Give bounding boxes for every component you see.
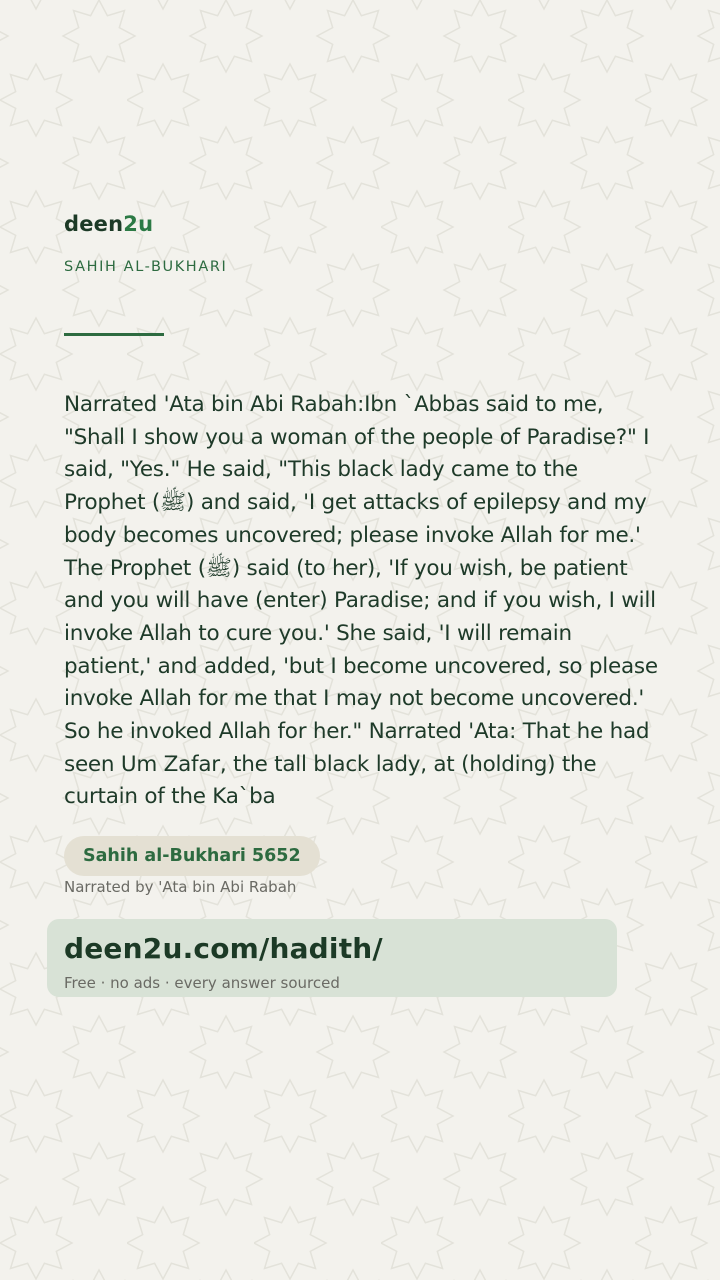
- website-url-link[interactable]: deen2u.com/hadith/: [64, 932, 383, 965]
- narrator-caption: Narrated by 'Ata bin Abi Rabah: [64, 878, 297, 896]
- brand-name-accent: 2u: [123, 212, 154, 236]
- brand-logo: [64, 212, 153, 236]
- hadith-text: Narrated 'Ata bin Abi Rabah:Ibn `Abbas said to me, "Shall I show you a woman of the people of Paradise?" I said, "Yes." He said, "This black lady came to the Prophet (ﷺ) and said, 'I get attacks of epilepsy and my body becomes uncovered; please invoke Allah for me.' The Prophet (ﷺ) said (to her), 'If you wish, be patient and you will have (enter) Paradise; and if you wish, I will invoke Allah to cure you.' She said, 'I will remain patient,' and added, 'but I become uncovered, so please invoke Allah for me that I may not become uncovered.' So he invoked Allah for her." Narrated 'Ata: That he had seen Um Zafar, the tall black lady, at (holding) the curtain of the Ka`ba: [64, 392, 658, 810]
- divider-line: [64, 333, 164, 336]
- website-tagline: Free · no ads · every answer sourced: [64, 974, 340, 992]
- hadith-reference-badge[interactable]: Sahih al-Bukhari 5652: [64, 836, 320, 876]
- collection-label: SAHIH AL-BUKHARI: [64, 259, 228, 275]
- brand-name-main: deen: [64, 212, 124, 236]
